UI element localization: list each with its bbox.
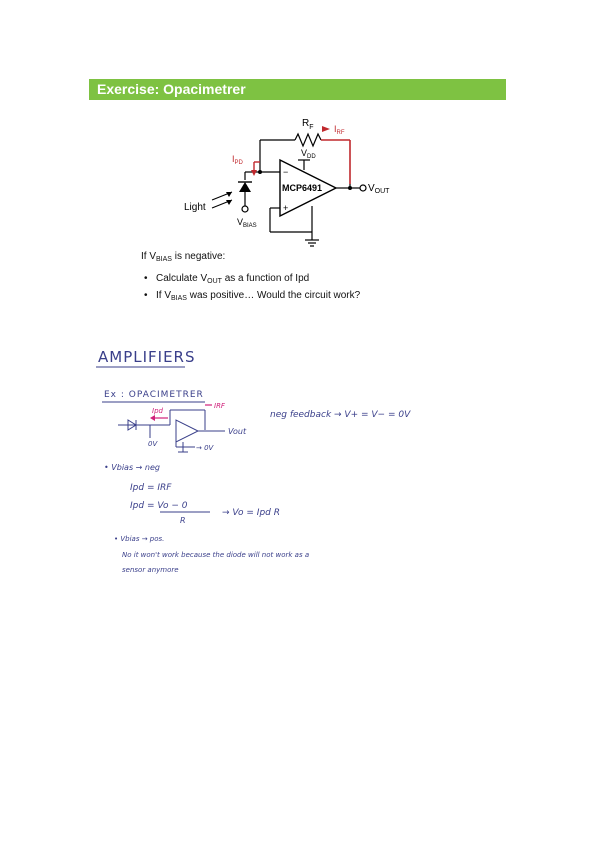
vbias-neg-note: • Vbias → neg [104, 463, 160, 472]
sketch-vout-label: Vout [228, 427, 247, 436]
exercise-title-banner [89, 79, 506, 100]
vdd-label: $V_{DD}$ [301, 148, 316, 160]
ipd-arrow-icon [251, 170, 257, 176]
notes-heading: AMPLIFIERS [98, 348, 196, 366]
equation-2-result: → Vo = Ipd R [222, 508, 280, 518]
ground-icon [305, 240, 319, 246]
opamp-label: MCP6491 [282, 183, 323, 193]
exercise-title: Exercise: Opacimetrer [97, 81, 246, 97]
irf-label: $I_{RF}$ [334, 124, 345, 136]
handwritten-notes [0, 330, 599, 600]
rf-label: $R_F$ [302, 118, 314, 131]
sketch-ipd-label: Ipd [152, 407, 163, 415]
vout-label: $V_{OUT}$ [368, 183, 390, 195]
ex-title: Ex : OPACIMETRER [104, 390, 204, 400]
question-list [141, 272, 360, 306]
equation-2-denominator: R [180, 516, 186, 525]
vbias-terminal [242, 206, 248, 212]
vout-terminal [360, 185, 366, 191]
answer-line-2: sensor anymore [122, 566, 179, 574]
question-item: • Calculate $V_{OUT}$ as a function of Ipd [141, 272, 360, 289]
opamp-plus: + [283, 203, 289, 213]
vbias-label: $V_{BIAS}$ [237, 217, 257, 229]
feedback-resistor [295, 134, 321, 146]
neg-feedback-note: neg feedback → V+ = V− = 0V [270, 410, 411, 420]
sketch-irf-label: IRF [214, 402, 225, 410]
answer-line-1: No it won't work because the diode will not work as a [122, 551, 310, 559]
question-item: • If $V_{BIAS}$ was positive… Would the circuit work? [141, 289, 360, 306]
equation-1: Ipd = IRF [130, 483, 172, 493]
sketch-0v-label: 0V [148, 440, 158, 448]
vbias-pos-note: • Vbias → pos. [114, 535, 165, 543]
photodiode-icon [239, 182, 251, 192]
irf-arrow-icon [322, 126, 330, 132]
equation-2-left: Ipd = Vo − 0 [130, 501, 188, 511]
ipd-label: $I_{PD}$ [232, 154, 243, 166]
light-rays-icon [212, 192, 232, 208]
opamp-minus: − [283, 167, 289, 177]
opacimeter-circuit-diagram [170, 110, 410, 250]
sketch-0v-right: → 0V [196, 444, 214, 452]
light-label: Light [184, 202, 206, 213]
question-condition: If $V_{BIAS}$ is negative: [141, 251, 226, 263]
